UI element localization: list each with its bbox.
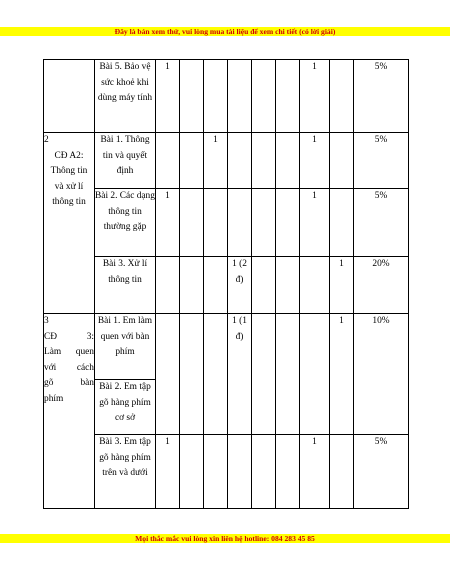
topic-line: thông tin — [52, 197, 86, 207]
count-cell — [300, 257, 330, 314]
count-cell — [180, 257, 204, 314]
table-row — [44, 314, 409, 380]
count-cell — [204, 435, 228, 509]
topic-line: CĐ A2: — [54, 150, 84, 161]
count-cell — [180, 189, 204, 257]
percent-cell: 5% — [354, 133, 409, 189]
count-cell — [330, 435, 354, 509]
count-cell: 1 — [156, 60, 180, 133]
lesson-cell: Bài 5. Bảo vệ sức khoẻ khi dùng máy tính — [95, 60, 156, 133]
count-cell — [204, 189, 228, 257]
lesson-cell: Bài 3. Xử lí thông tin — [95, 257, 156, 314]
lesson-cell: Bài 1. Thông tin và quyết định — [95, 133, 156, 189]
count-cell: 1 — [204, 133, 228, 189]
count-cell — [180, 314, 204, 435]
lesson-cell: Bài 3. Em tập gõ hàng phím trên và dưới — [95, 435, 156, 509]
count-cell: 1 — [300, 189, 330, 257]
count-cell: 1 — [330, 314, 354, 435]
exam-matrix-table — [43, 59, 409, 509]
topic-cell — [44, 60, 95, 133]
percent-cell: 20% — [354, 257, 409, 314]
lesson-cell: Bài 1. Em làm quen với bàn phím — [95, 314, 156, 380]
count-cell — [300, 314, 330, 435]
topic-number: 2 — [44, 135, 49, 145]
percent-cell: 5% — [354, 189, 409, 257]
percent-cell: 10% — [354, 314, 409, 435]
count-cell: 1 (1 đ) — [228, 314, 252, 435]
topic-line: gõ bàn — [44, 378, 94, 388]
count-cell — [204, 314, 228, 435]
count-cell: 1 — [330, 257, 354, 314]
percent-cell: 5% — [354, 435, 409, 509]
table-row — [44, 133, 409, 189]
count-cell — [156, 133, 180, 189]
count-cell — [180, 435, 204, 509]
count-cell — [204, 257, 228, 314]
count-cell: 1 (2 đ) — [228, 257, 252, 314]
count-cell — [228, 189, 252, 257]
count-cell — [276, 257, 300, 314]
count-cell — [228, 60, 252, 133]
table-row — [44, 257, 409, 314]
preview-notice-banner: Đây là bản xem thử, vui lòng mua tài liệu để xem chi tiết (có lời giải) — [0, 27, 450, 36]
topic-number: 3 — [44, 316, 49, 326]
topic-line: và xử lí — [54, 181, 84, 192]
count-cell — [276, 189, 300, 257]
count-cell: 1 — [300, 60, 330, 133]
count-cell — [228, 435, 252, 509]
count-cell — [252, 435, 276, 509]
count-cell — [204, 60, 228, 133]
count-cell: 1 — [300, 133, 330, 189]
count-cell — [180, 133, 204, 189]
count-cell — [330, 133, 354, 189]
count-cell — [330, 60, 354, 133]
count-cell — [252, 60, 276, 133]
count-cell: 1 — [156, 435, 180, 509]
count-cell — [252, 133, 276, 189]
hotline-notice-banner: Mọi thắc mắc vui lòng xin liên hệ hotline: 084 283 45 85 — [0, 534, 450, 543]
topic-cell — [44, 133, 95, 314]
topic-line: CĐ 3: — [44, 331, 94, 342]
count-cell — [252, 189, 276, 257]
topic-line: Thông tin — [50, 166, 88, 176]
count-cell: 1 — [156, 189, 180, 257]
table-row — [44, 189, 409, 257]
count-cell: 1 — [300, 435, 330, 509]
percent-cell: 5% — [354, 60, 409, 133]
topic-cell — [44, 314, 95, 509]
topic-line: Làm quen — [44, 347, 94, 357]
count-cell — [156, 314, 180, 435]
count-cell — [252, 257, 276, 314]
table-row — [44, 435, 409, 509]
count-cell — [276, 60, 300, 133]
table-row — [44, 60, 409, 133]
topic-line: với cách — [44, 362, 94, 373]
lesson-cell: Bài 2. Em tập gõ hàng phím cơ sở — [95, 380, 156, 435]
lesson-cell: Bài 2. Các dạng thông tin thường gặp — [95, 189, 156, 257]
topic-line: phím — [44, 393, 64, 404]
count-cell — [276, 435, 300, 509]
count-cell — [228, 133, 252, 189]
count-cell — [180, 60, 204, 133]
count-cell — [276, 133, 300, 189]
count-cell — [156, 257, 180, 314]
count-cell — [276, 314, 300, 435]
count-cell — [252, 314, 276, 435]
count-cell — [330, 189, 354, 257]
